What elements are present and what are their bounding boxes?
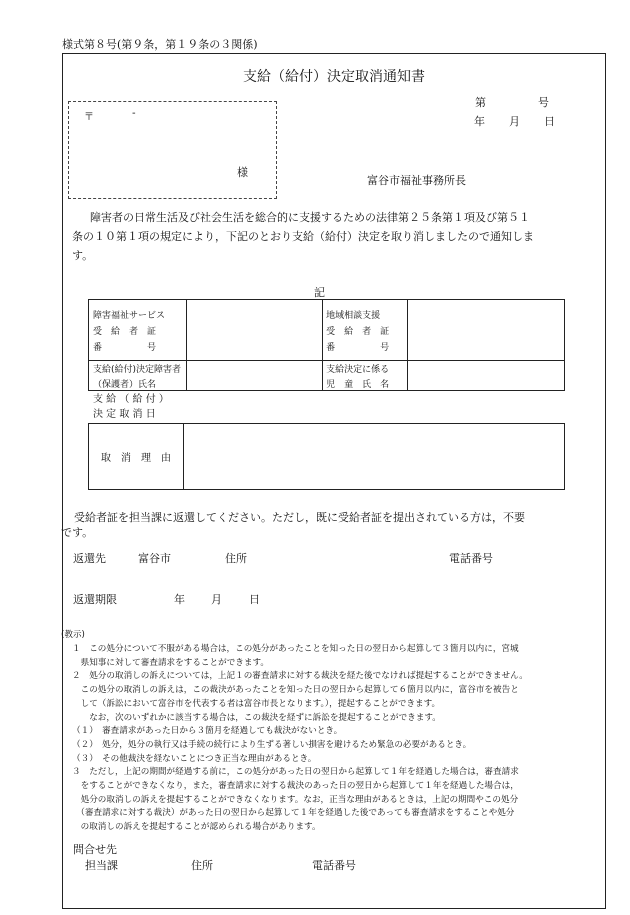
note-line: をすることができなくなり，また，審査請求に対する裁決のあった日の翌日から起算して１年を経過した場合は， xyxy=(72,781,519,792)
child-label-cell: 支給決定に係る 児 童 氏 名 xyxy=(323,361,408,391)
note-line: （１） 審査請求があった日から３箇月を経過しても裁決がないとき。 xyxy=(72,726,343,737)
reason-label-cell: 取 消 理 由 xyxy=(89,424,184,490)
return-dest-city: 富谷市 xyxy=(138,552,171,565)
return-dest-address: 住所 xyxy=(225,552,247,565)
child-name-cell[interactable] xyxy=(408,361,565,391)
notes-block xyxy=(72,643,528,835)
contact-heading: 問合せ先 xyxy=(73,843,117,856)
return-notice-line-1: 受給者証を担当課に返還してください。ただし，既に受給者証を提出されている方は，不要 xyxy=(74,511,525,524)
return-notice-line-2: です。 xyxy=(61,526,94,539)
body-line-1: 障害者の日常生活及び社会生活を総合的に支援するための法律第２５条第１項及び第５１ xyxy=(90,211,530,224)
service-cert-number-cell[interactable] xyxy=(186,300,323,361)
contact-address: 住所 xyxy=(191,859,213,872)
date-year: 年 xyxy=(474,115,485,128)
note-line: 処分の取消しの訴えを提起することができなくなります。なお，正当な理由があるときは，上記の期間やこの処分 xyxy=(72,794,519,805)
return-deadline-label: 返還期限 xyxy=(73,593,117,606)
note-line: ３ ただし，上記の期間が経過する前に，この処分があった日の翌日から起算して１年を経過した場合は，審査請求 xyxy=(72,767,519,778)
date-month: 月 xyxy=(509,115,520,128)
note-line: 県知事に対して審査請求をすることができます。 xyxy=(72,657,269,668)
note-line: １ この処分について不服がある場合は，この処分があったことを知った日の翌日から起算して３箇月以内に，宮城 xyxy=(72,644,519,654)
document-frame xyxy=(62,53,606,909)
issuer-name: 富谷市福祉事務所長 xyxy=(367,174,466,187)
return-deadline-year: 年 xyxy=(174,593,185,606)
return-deadline-month: 月 xyxy=(211,593,222,606)
service-cert-label-cell: 障害福祉サービス 受 給 者 証 番 号 xyxy=(89,300,187,361)
return-deadline-day: 日 xyxy=(249,593,260,606)
note-line: の取消しの訴えを提起することが認められる場合があります。 xyxy=(72,822,321,833)
note-line: （３） その他裁決を経ないことにつき正当な理由があるとき。 xyxy=(72,753,317,764)
cancel-date-label: 支 給 （ 給 付 ） 決 定 取 消 日 xyxy=(93,394,169,420)
body-line-2: 条の１０第１項の規定により，下記のとおり支給（給付）決定を取り消しましたので通知しま xyxy=(72,230,534,243)
doc-no-dai: 第 xyxy=(475,96,486,109)
notes-heading: (教示) xyxy=(61,630,85,640)
consult-cert-number-cell[interactable] xyxy=(408,300,565,361)
consult-cert-label-cell: 地域相談支援 受 給 者 証 番 号 xyxy=(323,300,408,361)
form-number: 様式第８号(第９条，第１９条の３関係) xyxy=(62,38,258,51)
recipient-table xyxy=(88,299,565,391)
reason-value-cell[interactable] xyxy=(184,424,565,490)
contact-phone: 電話番号 xyxy=(312,859,356,872)
document-title: 支給（給付）決定取消通知書 xyxy=(243,69,425,85)
doc-no-go: 号 xyxy=(538,96,549,109)
postal-dash: - xyxy=(132,108,136,119)
note-line: （２） 処分，処分の執行又は手続の続行により生ずる著しい損害を避けるため緊急の必要があるとき。 xyxy=(72,739,472,750)
body-line-3: す。 xyxy=(72,249,94,262)
sama-label: 様 xyxy=(237,166,248,179)
note-line: して（訴訟において富谷市を代表する者は富谷市長となります。），提起することができます。 xyxy=(72,698,441,709)
return-dest-phone: 電話番号 xyxy=(449,552,493,565)
decided-person-label-cell: 支給(給付)決定障害者 （保護者）氏名 xyxy=(89,361,187,391)
postal-mark: 〒 xyxy=(84,112,94,123)
reason-table xyxy=(88,423,565,490)
decided-person-name-cell[interactable] xyxy=(186,361,323,391)
ki-label: 記 xyxy=(314,286,325,299)
note-line: （審査請求に対する裁決）があった日の翌日から起算して１年を経過した後であっても審査請求をすることや処分 xyxy=(72,808,515,819)
return-dest-label: 返還先 xyxy=(73,552,106,565)
note-line: この処分の取消しの訴えは，この裁決があったことを知った日の翌日から起算して６箇月以内に，富谷市を被告と xyxy=(72,685,519,696)
date-day: 日 xyxy=(544,115,555,128)
contact-dept: 担当課 xyxy=(85,859,118,872)
note-line: ２ 処分の取消しの訴えについては，上記１の審査請求に対する裁決を経た後でなければ提起することができません。 xyxy=(72,671,528,682)
address-box xyxy=(68,101,277,199)
note-line: なお，次のいずれかに該当する場合は，この裁決を経ずに訴訟を提起することができます。 xyxy=(72,712,441,723)
